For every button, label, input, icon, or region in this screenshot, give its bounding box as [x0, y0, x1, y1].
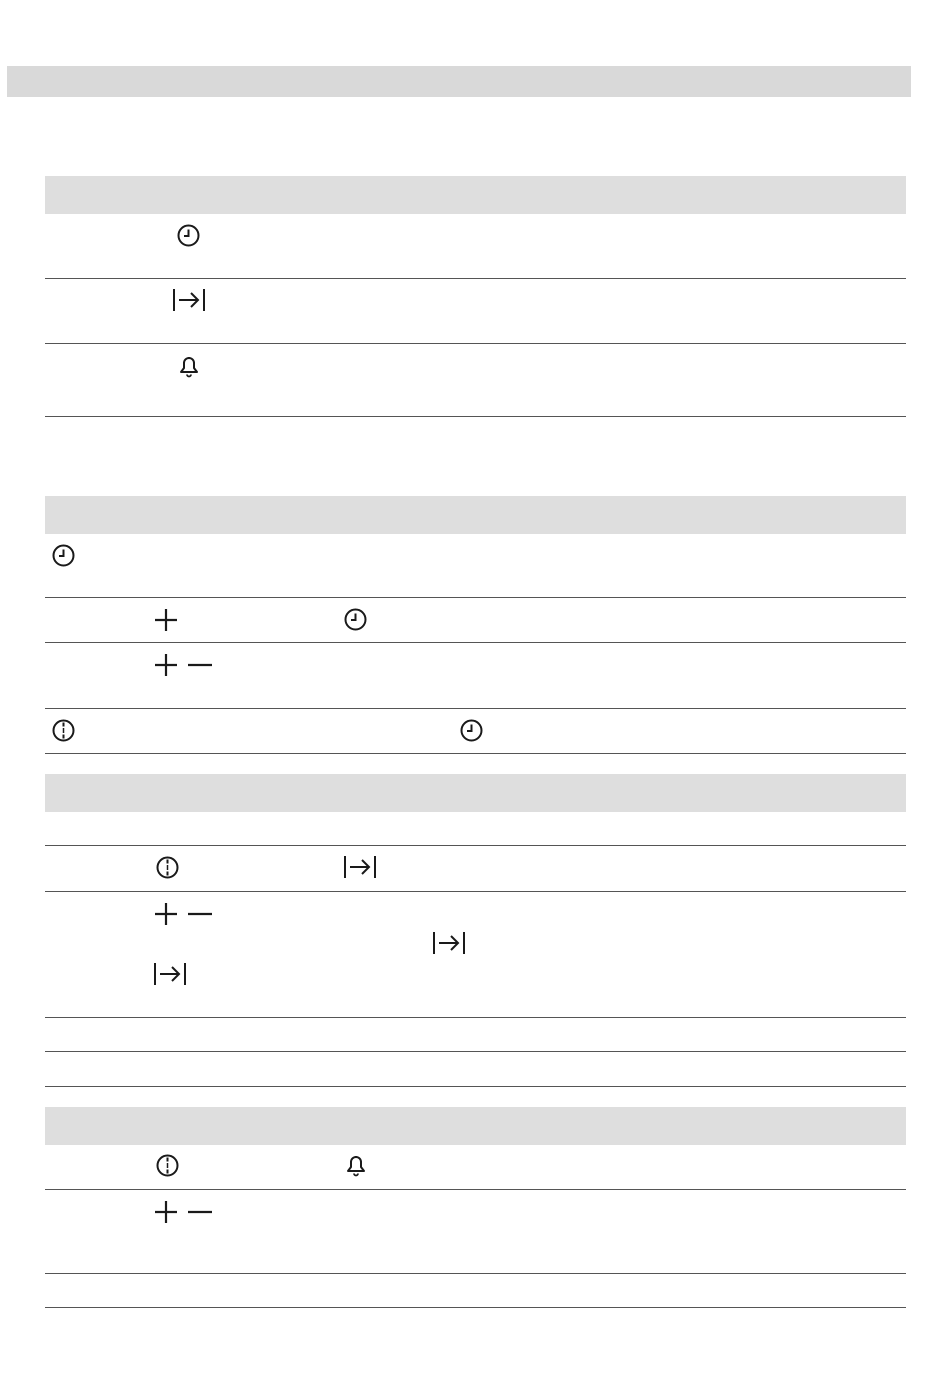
table-header-setting-duration — [45, 774, 906, 812]
table-header-setting-time — [45, 496, 906, 534]
minus-icon — [186, 652, 214, 678]
clock-icon — [459, 718, 484, 743]
table-bottom-rule — [45, 1086, 906, 1087]
clock-flashing-icon — [51, 718, 76, 743]
table-bottom-rule — [45, 416, 906, 417]
table-row-divider — [45, 891, 906, 892]
table-row-divider — [45, 343, 906, 344]
table-row-divider — [45, 1017, 906, 1018]
table-row-divider — [45, 1051, 906, 1052]
table-row-divider — [45, 1189, 906, 1190]
page-header-bar — [7, 66, 911, 97]
table-bottom-rule — [45, 753, 906, 754]
table-row-divider — [45, 642, 906, 643]
duration-icon — [153, 961, 187, 987]
clock-icon — [343, 607, 368, 632]
bell-icon — [344, 1152, 368, 1177]
table-header-clock-functions — [45, 176, 906, 214]
minus-icon — [186, 901, 214, 927]
clock-icon — [176, 223, 201, 248]
table-row-divider — [45, 1273, 906, 1274]
bell-icon — [177, 353, 201, 378]
plus-icon — [153, 607, 179, 633]
duration-icon — [172, 287, 206, 313]
plus-icon — [153, 901, 179, 927]
table-row-divider — [45, 845, 906, 846]
clock-flashing-icon — [155, 1153, 180, 1178]
table-row-divider — [45, 278, 906, 279]
clock-flashing-icon — [155, 855, 180, 880]
table-row-divider — [45, 708, 906, 709]
plus-icon — [153, 652, 179, 678]
minus-icon — [186, 1199, 214, 1225]
table-bottom-rule — [45, 1307, 906, 1308]
clock-icon — [51, 543, 76, 568]
table-header-setting-minute-minder — [45, 1107, 906, 1145]
duration-icon — [432, 930, 466, 956]
plus-icon — [153, 1199, 179, 1225]
duration-icon — [343, 854, 377, 880]
table-row-divider — [45, 597, 906, 598]
